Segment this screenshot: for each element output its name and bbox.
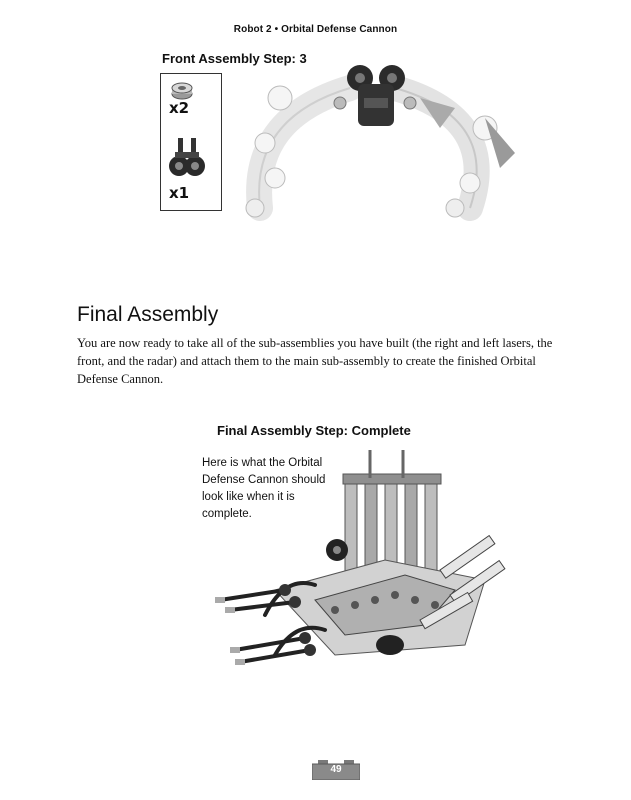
front-step-title: Front Assembly Step: 3 — [162, 51, 307, 66]
body-paragraph: You are now ready to take all of the sub-assemblies you have built (the right and left lasers, the front, and the radar) and attach them to the main sub-assembly to create the finished Orbital Defense Cannon. — [77, 336, 553, 386]
completion-caption: Here is what the Orbital Defense Cannon should look like when it is complete. — [202, 457, 326, 520]
final-step-title: Final Assembly Step: Complete — [217, 423, 411, 438]
running-header: Robot 2 • Orbital Defense Cannon — [233, 24, 398, 35]
connector-quantity: x1 — [169, 184, 190, 202]
page-number: 49 — [330, 764, 342, 775]
section-heading: Final Assembly — [77, 303, 219, 326]
parts-list-box — [160, 73, 222, 211]
front-assembly-illustration — [230, 58, 525, 228]
final-robot-illustration — [215, 450, 515, 685]
bushing-quantity: x2 — [169, 99, 190, 117]
double-connector-part-icon — [167, 136, 207, 184]
